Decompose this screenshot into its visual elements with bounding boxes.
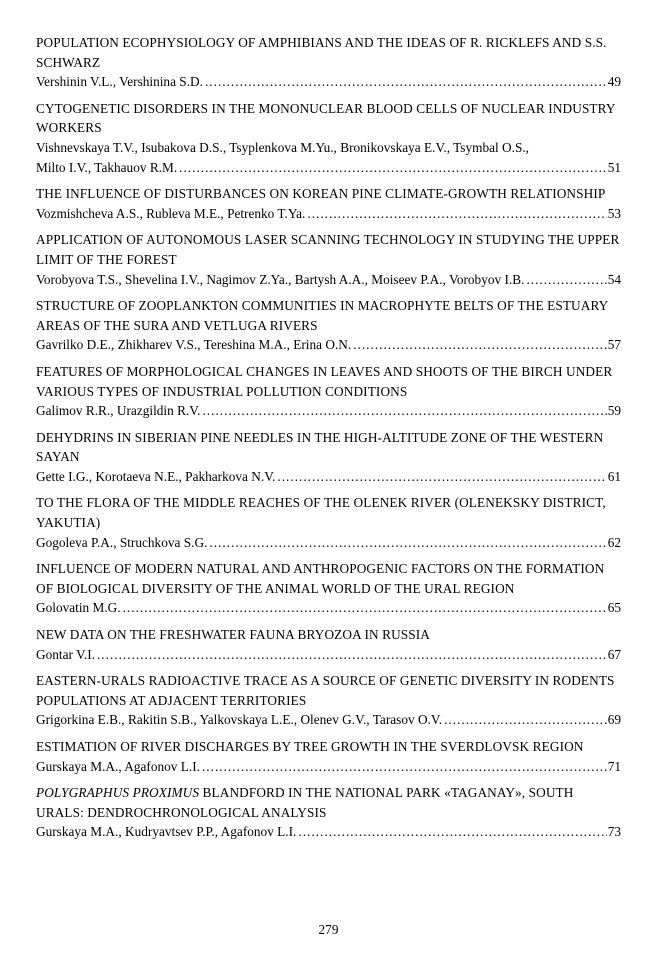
entry-page-number: 59 xyxy=(607,403,621,419)
entry-page-number: 57 xyxy=(607,337,621,353)
toc-entry xyxy=(36,362,621,421)
dot-leader xyxy=(526,270,606,290)
dot-leader xyxy=(353,335,607,355)
entry-authors xyxy=(36,645,621,665)
entry-page-number: 49 xyxy=(607,74,621,90)
toc-entry xyxy=(36,33,621,92)
authors-text: Gavrilko D.E., Zhikharev V.S., Tereshina M.A., Erina O.N. xyxy=(36,337,352,353)
dot-leader xyxy=(444,710,607,730)
entry-authors xyxy=(36,401,621,421)
entry-authors xyxy=(36,204,621,224)
entry-title: APPLICATION OF AUTONOMOUS LASER SCANNING TECHNOLOGY IN STUDYING THE UPPER LIMIT OF THE FOREST xyxy=(36,232,620,267)
entry-title: NEW DATA ON THE FRESHWATER FAUNA BRYOZOA IN RUSSIA xyxy=(36,627,431,643)
entry-title: INFLUENCE OF MODERN NATURAL AND ANTHROPOGENIC FACTORS ON THE FORMATION OF BIOLOGICAL DIVERSITY OF THE ANIMAL WORLD OF THE URAL REGION xyxy=(36,561,605,596)
toc-entry xyxy=(36,737,621,776)
entry-title: POPULATION ECOPHYSIOLOGY OF AMPHIBIANS AND THE IDEAS OF R. RICKLEFS AND S.S. SCHWARZ xyxy=(36,35,607,70)
dot-leader xyxy=(307,204,606,224)
entry-authors xyxy=(36,72,621,92)
entry-page-number: 62 xyxy=(607,534,621,550)
toc-entry xyxy=(36,671,621,730)
entry-authors xyxy=(36,467,621,487)
entry-page-number: 71 xyxy=(607,758,621,774)
entry-page-number: 54 xyxy=(607,271,621,287)
entry-title: DEHYDRINS IN SIBERIAN PINE NEEDLES IN THE HIGH-ALTITUDE ZONE OF THE WESTERN SAYAN xyxy=(36,429,604,465)
entry-authors xyxy=(36,598,621,618)
entry-page-number: 67 xyxy=(607,646,621,662)
entry-page-number: 51 xyxy=(607,159,621,175)
entry-page-number: 61 xyxy=(607,468,621,484)
dot-leader xyxy=(298,822,606,842)
entry-page-number: 65 xyxy=(607,600,621,616)
toc-entry xyxy=(36,625,621,664)
dot-leader xyxy=(202,401,606,421)
authors-text: Gette I.G., Korotaeva N.E., Pakharkova N.V. xyxy=(36,468,276,484)
entry-title: POLYGRAPHUS PROXIMUS BLANDFORD IN THE NATIONAL PARK «TAGANAY», SOUTH URALS: DENDROCHRONOLOGICAL ANALYSIS xyxy=(36,785,574,820)
authors-line xyxy=(36,757,621,777)
authors-text: Vorobyova T.S., Shevelina I.V., Nagimov Z.Ya., Bartysh A.A., Moiseev P.A., Vorobyov I.B. xyxy=(36,271,525,287)
toc-entry xyxy=(36,493,621,552)
entry-title: STRUCTURE OF ZOOPLANKTON COMMUNITIES IN MACROPHYTE BELTS OF THE ESTUARY AREAS OF THE SURA AND VETLUGA RIVERS xyxy=(36,298,608,333)
toc-entry xyxy=(36,428,621,487)
entry-title: ESTIMATION OF RIVER DISCHARGES BY TREE GROWTH IN THE SVERDLOVSK REGION xyxy=(36,739,584,754)
authors-line xyxy=(36,401,621,421)
authors-text: Vishnevskaya T.V., Isubakova D.S., Tsyplenkova M.Yu., Bronikovskaya E.V., Tsymbal O.S., xyxy=(36,139,530,155)
authors-text: Vozmishcheva A.S., Rubleva M.E., Petrenko T.Ya. xyxy=(36,205,306,221)
authors-text: Gurskaya M.A., Agafonov L.I. xyxy=(36,758,200,774)
entry-title-italic: POLYGRAPHUS PROXIMUS xyxy=(36,785,200,801)
entry-title: THE INFLUENCE OF DISTURBANCES ON KOREAN PINE CLIMATE-GROWTH RELATIONSHIP xyxy=(36,186,606,202)
dot-leader xyxy=(179,158,607,178)
authors-text: Gogoleva P.A., Struchkova S.G. xyxy=(36,534,208,550)
entry-authors xyxy=(36,533,621,553)
dot-leader xyxy=(277,467,606,487)
authors-line xyxy=(36,598,621,618)
entry-title: CYTOGENETIC DISORDERS IN THE MONONUCLEAR BLOOD CELLS OF NUCLEAR INDUSTRY WORKERS xyxy=(36,100,616,136)
entry-authors xyxy=(36,335,621,355)
dot-leader xyxy=(209,533,606,553)
toc-entry xyxy=(36,296,621,355)
dot-leader xyxy=(97,645,607,665)
authors-line xyxy=(36,533,621,553)
authors-text: Grigorkina E.B., Rakitin S.B., Yalkovskaya L.E., Olenev G.V., Tarasov O.V. xyxy=(36,712,443,728)
entry-page-number: 53 xyxy=(607,205,621,221)
entry-authors xyxy=(36,270,621,290)
entry-authors xyxy=(36,138,621,177)
toc-entry xyxy=(36,783,621,842)
entry-authors xyxy=(36,757,621,777)
dot-leader xyxy=(202,757,607,777)
entry-title: FEATURES OF MORPHOLOGICAL CHANGES IN LEAVES AND SHOOTS OF THE BIRCH UNDER VARIOUS TYPES OF INDUSTRIAL POLLUTION CONDITIONS xyxy=(36,363,613,399)
authors-line xyxy=(36,138,621,158)
authors-line xyxy=(36,204,621,224)
entry-page-number: 73 xyxy=(607,824,621,840)
entry-authors xyxy=(36,710,621,730)
entry-authors xyxy=(36,822,621,842)
authors-line xyxy=(36,72,621,92)
dot-leader xyxy=(123,598,607,618)
authors-line xyxy=(36,158,621,178)
authors-text: Galimov R.R., Urazgildin R.V. xyxy=(36,403,201,419)
authors-text: Gurskaya M.A., Kudryavtsev P.P., Agafonov L.I. xyxy=(36,824,297,840)
toc-entry xyxy=(36,184,621,223)
entry-page-number: 69 xyxy=(607,712,621,728)
entry-title: TO THE FLORA OF THE MIDDLE REACHES OF THE OLENEK RIVER (OLENEKSKY DISTRICT, YAKUTIA) xyxy=(36,495,606,531)
authors-line xyxy=(36,335,621,355)
toc-entry xyxy=(36,559,621,618)
authors-line xyxy=(36,467,621,487)
authors-line xyxy=(36,822,621,842)
authors-line xyxy=(36,645,621,665)
authors-line xyxy=(36,270,621,290)
toc-entry xyxy=(36,99,621,177)
authors-text: Gontar V.I. xyxy=(36,646,95,662)
toc-list xyxy=(36,33,621,842)
authors-text: Golovatin M.G. xyxy=(36,600,121,616)
toc-entry xyxy=(36,230,621,289)
page-number: 279 xyxy=(318,922,339,937)
authors-text: Vershinin V.L., Vershinina S.D. xyxy=(36,74,203,90)
authors-text: Milto I.V., Takhauov R.M. xyxy=(36,159,178,175)
authors-line xyxy=(36,710,621,730)
entry-title: EASTERN-URALS RADIOACTIVE TRACE AS A SOURCE OF GENETIC DIVERSITY IN RODENTS POPULATIONS AT ADJACENT TERRITORIES xyxy=(36,673,615,708)
dot-leader xyxy=(205,72,607,92)
